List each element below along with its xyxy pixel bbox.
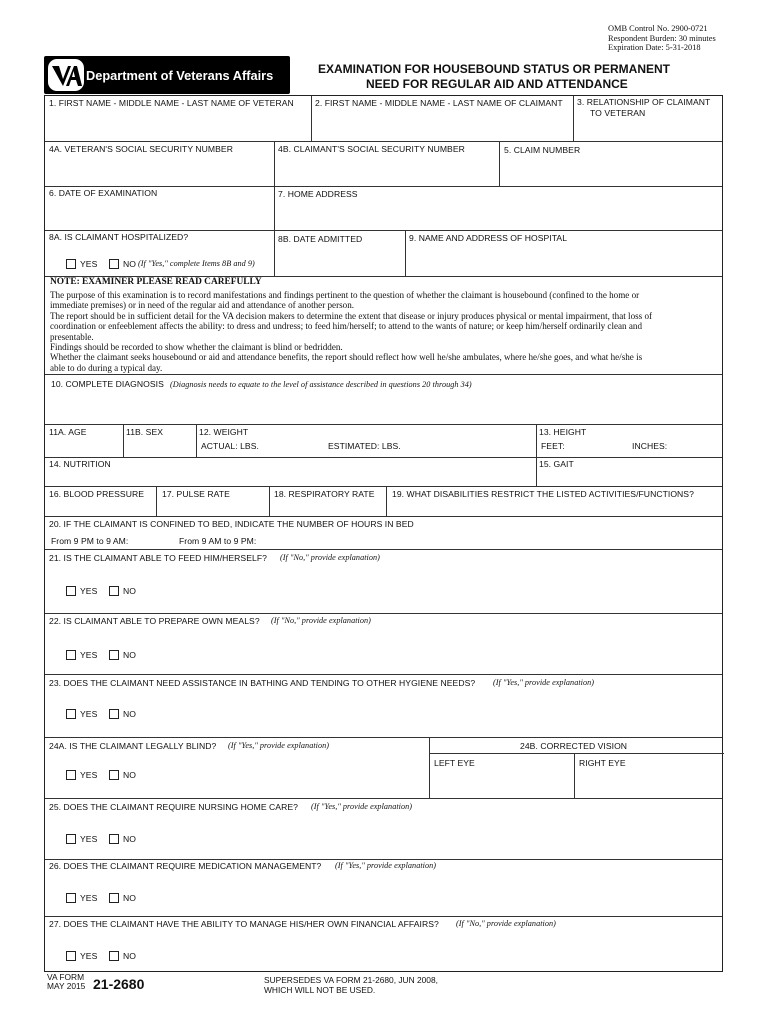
note-line: able to do during a typical day. [50, 362, 163, 373]
feed-self-note: (If "No," provide explanation) [280, 553, 380, 562]
form-number: 21-2680 [93, 976, 145, 992]
prepare-meals-label: 22. IS CLAIMANT ABLE TO PREPARE OWN MEALS? [49, 616, 260, 626]
relationship-label: 3. RELATIONSHIP OF CLAIMANT [577, 97, 711, 107]
yes-label: YES [80, 893, 98, 903]
disabilities-label: 19. WHAT DISABILITIES RESTRICT THE LISTED ACTIVITIES/FUNCTIONS? [392, 489, 694, 499]
omb-control-number: OMB Control No. 2900-0721 [608, 24, 708, 33]
hygiene-no-checkbox[interactable] [109, 709, 119, 719]
note-line: coordination or enfeeblement affects the ability: to dress and undress; to feed him/herself; to attend to the wants of nature; or keep him/herself ordinarily clean and [50, 321, 642, 332]
examiner-note-body [50, 290, 718, 373]
no-label: NO [123, 951, 136, 961]
va-seal-icon [48, 59, 84, 91]
exam-date-label: 6. DATE OF EXAMINATION [49, 188, 158, 198]
claimant-name-label: 2. FIRST NAME - MIDDLE NAME - LAST NAME OF CLAIMANT [315, 98, 563, 108]
hospitalized-yes-checkbox[interactable] [66, 259, 76, 269]
right-eye-label: RIGHT EYE [579, 758, 626, 768]
form-date: MAY 2015 [47, 981, 86, 992]
legally-blind-label: 24A. IS THE CLAIMANT LEGALLY BLIND? [49, 741, 217, 751]
feed-self-yes-checkbox[interactable] [66, 586, 76, 596]
no-label: NO [123, 709, 136, 719]
no-label: NO [123, 893, 136, 903]
feed-self-label: 21. IS THE CLAIMANT ABLE TO FEED HIM/HERSELF? [49, 553, 267, 563]
hospital-name-label: 9. NAME AND ADDRESS OF HOSPITAL [409, 233, 568, 243]
claimant-ssn-label: 4B. CLAIMANT'S SOCIAL SECURITY NUMBER [278, 144, 465, 154]
yes-label: YES [80, 834, 98, 844]
diagnosis-note: (Diagnosis needs to equate to the level of assistance described in questions 20 through 34) [170, 380, 472, 389]
date-admitted-label: 8B. DATE ADMITTED [278, 234, 363, 244]
financial-affairs-no-checkbox[interactable] [109, 951, 119, 961]
claim-number-label: 5. CLAIM NUMBER [504, 145, 581, 155]
supersedes-line-1: SUPERSEDES VA FORM 21-2680, JUN 2008, [264, 975, 438, 985]
legally-blind-no-checkbox[interactable] [109, 770, 119, 780]
height-feet-label: FEET: [541, 441, 565, 451]
financial-affairs-note: (If "No," provide explanation) [456, 919, 556, 928]
yes-label: YES [80, 709, 98, 719]
note-line: The report should be in sufficient detail for the VA decision makers to determine the extent that disease or injury produces physical or mental impairment, that loss of [50, 310, 653, 321]
hygiene-note: (If "Yes," provide explanation) [493, 678, 595, 687]
note-line: immediate premises) or in need of the regular aid and attendance of another person. [50, 300, 355, 311]
supersedes-note [264, 975, 438, 995]
bed-hours-night-label: From 9 PM to 9 AM: [51, 536, 129, 546]
left-eye-label: LEFT EYE [434, 758, 475, 768]
note-line: Findings should be recorded to show whether the claimant is blind or bedridden. [50, 342, 343, 353]
medication-label: 26. DOES THE CLAIMANT REQUIRE MEDICATION MANAGEMENT? [49, 861, 322, 871]
respiratory-rate-label: 18. RESPIRATORY RATE [274, 489, 375, 499]
no-label: NO [123, 586, 136, 596]
va-form-label: VA FORM [47, 972, 85, 982]
blood-pressure-label: 16. BLOOD PRESSURE [49, 489, 144, 499]
home-address-label: 7. HOME ADDRESS [278, 189, 358, 199]
examination-form [44, 95, 723, 972]
nursing-home-note: (If "Yes," provide explanation) [311, 802, 413, 811]
legally-blind-yes-checkbox[interactable] [66, 770, 76, 780]
weight-label: 12. WEIGHT [199, 427, 249, 437]
financial-affairs-label: 27. DOES THE CLAIMANT HAVE THE ABILITY TO MANAGE HIS/HER OWN FINANCIAL AFFAIRS? [49, 919, 439, 929]
feed-self-no-checkbox[interactable] [109, 586, 119, 596]
no-label: NO [123, 259, 136, 269]
hospitalized-note: (If "Yes," complete Items 8B and 9) [138, 259, 255, 268]
note-line: The purpose of this examination is to record manifestations and findings pertinent to the question of whether the claimant is housebound (confined to the home or [50, 290, 640, 300]
omb-info [608, 24, 716, 53]
medication-note: (If "Yes," provide explanation) [335, 861, 437, 870]
nursing-home-no-checkbox[interactable] [109, 834, 119, 844]
yes-label: YES [80, 951, 98, 961]
height-label: 13. HEIGHT [539, 427, 587, 437]
nutrition-label: 14. NUTRITION [49, 459, 111, 469]
agency-banner [44, 56, 290, 94]
prepare-meals-note: (If "No," provide explanation) [271, 616, 371, 625]
veteran-name-label: 1. FIRST NAME - MIDDLE NAME - LAST NAME OF VETERAN [49, 98, 294, 108]
examiner-note-heading: NOTE: EXAMINER PLEASE READ CAREFULLY [50, 277, 262, 287]
yes-label: YES [80, 770, 98, 780]
diagnosis-label: 10. COMPLETE DIAGNOSIS [51, 379, 164, 389]
relationship-label-cont: TO VETERAN [590, 108, 646, 118]
hospitalized-no-checkbox[interactable] [109, 259, 119, 269]
hygiene-yes-checkbox[interactable] [66, 709, 76, 719]
form-title-line-1: EXAMINATION FOR HOUSEBOUND STATUS OR PERMANENT [318, 62, 671, 76]
weight-estimated-label: ESTIMATED: LBS. [328, 441, 401, 451]
note-line: presentable. [50, 331, 94, 342]
bed-hours-day-label: From 9 AM to 9 PM: [179, 536, 257, 546]
agency-name: Department of Veterans Affairs [86, 68, 274, 83]
prepare-meals-no-checkbox[interactable] [109, 650, 119, 660]
height-inches-label: INCHES: [632, 441, 668, 451]
prepare-meals-yes-checkbox[interactable] [66, 650, 76, 660]
sex-label: 11B. SEX [126, 427, 164, 437]
weight-actual-label: ACTUAL: LBS. [201, 441, 259, 451]
footer-form-id [47, 973, 85, 992]
corrected-vision-label: 24B. CORRECTED VISION [520, 741, 628, 751]
legally-blind-note: (If "Yes," provide explanation) [228, 741, 330, 750]
note-line: Whether the claimant seeks housebound or aid and attendance benefits, the report should reflect how well he/she ambulates, where he/she goes, and what he/she is [50, 352, 643, 363]
financial-affairs-yes-checkbox[interactable] [66, 951, 76, 961]
medication-no-checkbox[interactable] [109, 893, 119, 903]
medication-yes-checkbox[interactable] [66, 893, 76, 903]
bed-hours-label: 20. IF THE CLAIMANT IS CONFINED TO BED, INDICATE THE NUMBER OF HOURS IN BED [49, 519, 414, 529]
form-title-line-2: NEED FOR REGULAR AID AND ATTENDANCE [366, 77, 628, 91]
nursing-home-yes-checkbox[interactable] [66, 834, 76, 844]
yes-label: YES [80, 650, 98, 660]
age-label: 11A. AGE [49, 427, 87, 437]
no-label: NO [123, 770, 136, 780]
gait-label: 15. GAIT [539, 459, 574, 469]
pulse-rate-label: 17. PULSE RATE [162, 489, 230, 499]
hospitalized-label: 8A. IS CLAIMANT HOSPITALIZED? [49, 232, 189, 242]
no-label: NO [123, 650, 136, 660]
yes-label: YES [80, 259, 98, 269]
supersedes-line-2: WHICH WILL NOT BE USED. [264, 985, 376, 995]
nursing-home-label: 25. DOES THE CLAIMANT REQUIRE NURSING HOME CARE? [49, 802, 298, 812]
veteran-ssn-label: 4A. VETERAN'S SOCIAL SECURITY NUMBER [49, 144, 233, 154]
no-label: NO [123, 834, 136, 844]
respondent-burden: Respondent Burden: 30 minutes [608, 33, 716, 43]
yes-label: YES [80, 586, 98, 596]
hygiene-label: 23. DOES THE CLAIMANT NEED ASSISTANCE IN BATHING AND TENDING TO OTHER HYGIENE NEEDS? [49, 678, 476, 688]
expiration-date: Expiration Date: 5-31-2018 [608, 43, 701, 53]
